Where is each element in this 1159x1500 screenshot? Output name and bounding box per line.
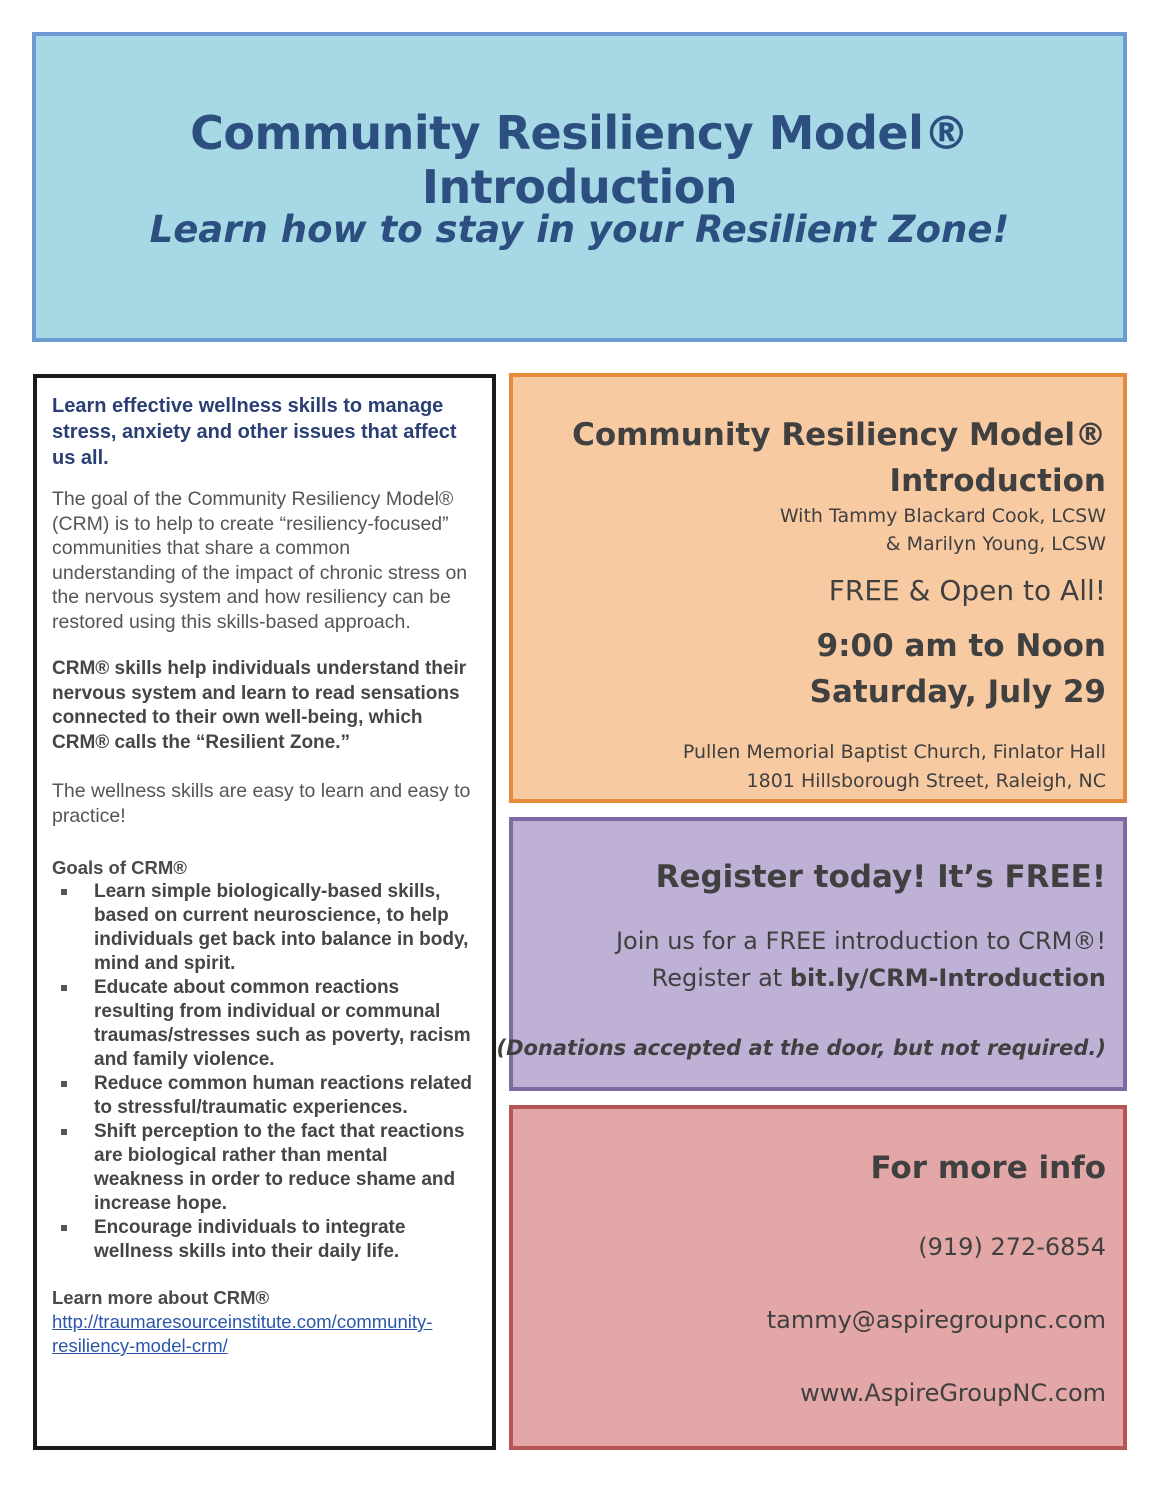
event-datetime [810, 623, 1106, 715]
free-label: FREE & Open to All! [828, 574, 1106, 607]
goal-text: Reduce common human reactions related to stressful/traumatic experiences. [94, 1073, 472, 1118]
bullet-icon [61, 1225, 67, 1231]
goals-list [52, 880, 478, 1264]
register-link[interactable]: bit.ly/CRM-Introduction [789, 964, 1106, 992]
skills-paragraph: CRM® skills help individuals understand their nervous system and learn to read sensations connected to their own well-being, which CRM® calls the “Resilient Zone.” [52, 658, 467, 753]
presenters [780, 502, 1106, 558]
contact-email[interactable]: tammy@aspiregroupnc.com [766, 1306, 1106, 1334]
page-title: Community Resiliency Model® Introduction [190, 106, 969, 214]
crm-info-link[interactable]: http://traumaresourceinstitute.com/community-resiliency-model-crm/ [52, 1311, 433, 1356]
event-location [683, 738, 1106, 796]
goal-item [52, 1072, 478, 1120]
bullet-icon [61, 1081, 67, 1087]
goals-heading: Goals of CRM® [52, 857, 187, 878]
event-title [572, 412, 1106, 504]
info-column [33, 374, 496, 1450]
contact-title: For more info [870, 1150, 1106, 1186]
bullet-icon [61, 889, 67, 895]
event-title-line1: Community Resiliency Model® [572, 417, 1106, 453]
donations-note: (Donations accepted at the door, but not required.) [496, 1036, 1106, 1060]
goal-item [52, 976, 478, 1072]
event-date: Saturday, July 29 [809, 674, 1106, 710]
contact-website[interactable]: www.AspireGroupNC.com [800, 1379, 1106, 1407]
register-text [616, 923, 1106, 997]
bullet-icon [61, 1129, 67, 1135]
lead-text: Learn effective wellness skills to manage stress, anxiety and other issues that affect us all. [52, 395, 457, 469]
learn-more-label: Learn more about CRM® [52, 1287, 270, 1308]
goal-text: Shift perception to the fact that reactions are biological rather than mental weakness in order to reduce shame and increase hope. [94, 1121, 465, 1214]
event-time: 9:00 am to Noon [816, 628, 1106, 664]
presenter-1: With Tammy Blackard Cook, LCSW [779, 505, 1106, 527]
venue-address: 1801 Hillsborough Street, Raleigh, NC [746, 770, 1106, 792]
event-title-line2: Introduction [889, 463, 1106, 499]
goal-item [52, 880, 478, 976]
join-text: Join us for a FREE introduction to CRM®! [615, 927, 1106, 955]
presenter-2: & Marilyn Young, LCSW [885, 533, 1106, 555]
goal-item [52, 1120, 478, 1216]
contact-box [509, 1105, 1127, 1450]
goal-text: Learn simple biologically-based skills, based on current neuroscience, to help individuals get back into balance in body, mind and spirit. [94, 881, 469, 974]
goal-paragraph: The goal of the Community Resiliency Model® (CRM) is to help to create “resiliency-focused” communities that share a common understanding of the impact of chronic stress on the nervous system and how resiliency can be restored using this skills-based approach. [52, 488, 468, 633]
goal-text: Encourage individuals to integrate wellness skills into their daily life. [94, 1217, 406, 1262]
bullet-icon [61, 985, 67, 991]
register-line [616, 960, 1106, 997]
venue-name: Pullen Memorial Baptist Church, Finlator Hall [682, 741, 1106, 763]
register-title: Register today! It’s FREE! [655, 859, 1106, 895]
register-box [496, 817, 1127, 1091]
header-banner [32, 32, 1127, 342]
page-subtitle: Learn how to stay in your Resilient Zone! [149, 208, 1010, 251]
contact-phone[interactable]: (919) 272-6854 [918, 1233, 1106, 1261]
goal-text: Educate about common reactions resulting from individual or communal traumas/stresses such as poverty, racism and family violence. [94, 977, 471, 1070]
goal-item [52, 1216, 478, 1264]
register-prefix: Register at [651, 964, 790, 992]
easy-paragraph: The wellness skills are easy to learn and easy to practice! [52, 780, 471, 827]
event-details-box [509, 373, 1127, 803]
